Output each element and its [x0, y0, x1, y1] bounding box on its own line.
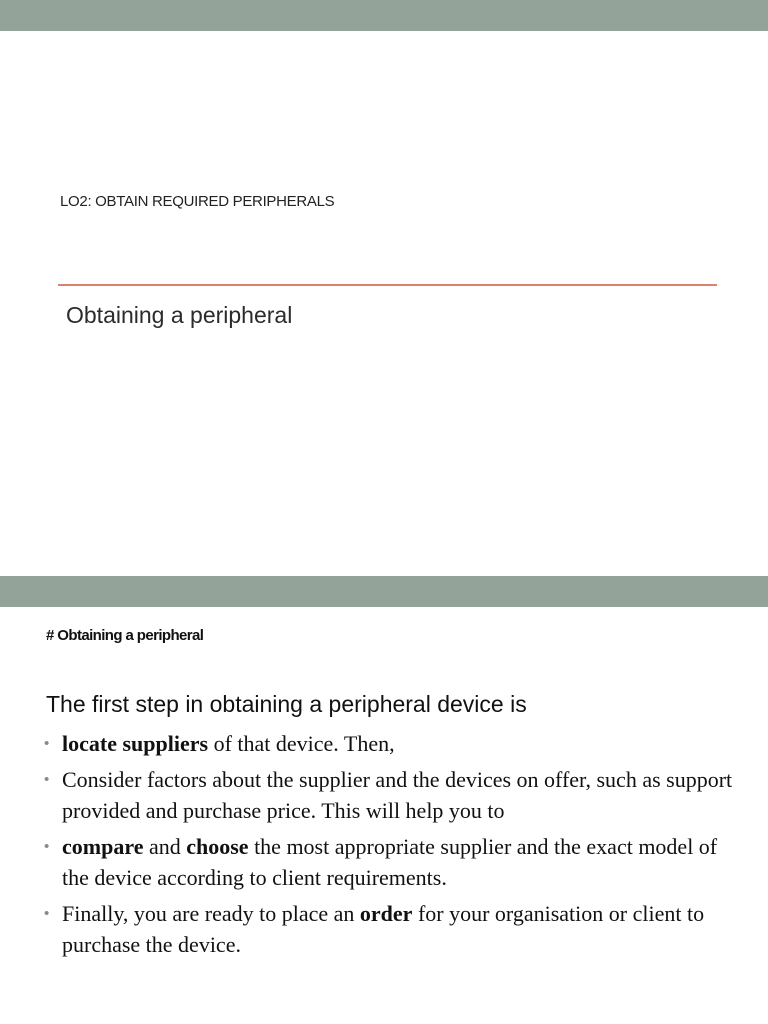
bullet-item	[44, 728, 734, 759]
bullet-marker: •	[44, 905, 50, 922]
bullet-item	[44, 898, 734, 960]
slide-1-kicker: LO2: OBTAIN REQUIRED PERIPHERALS	[60, 193, 335, 210]
slide-2-heading: # Obtaining a peripheral	[46, 627, 204, 644]
bullet-marker: •	[44, 838, 50, 855]
bullet-bold-text: compare	[62, 834, 144, 859]
bullet-bold-text: choose	[186, 834, 249, 859]
bullet-text: and	[143, 834, 187, 859]
bullet-item	[44, 764, 734, 826]
bullet-text: Finally, you are ready to place an	[62, 901, 360, 926]
bullet-list	[44, 728, 734, 965]
slide-2	[0, 576, 768, 1024]
bullet-text: for your organisation or client to purchase the device.	[62, 901, 705, 957]
bullet-bold-text: locate suppliers	[62, 731, 209, 756]
bullet-marker: •	[44, 735, 50, 752]
bullet-text: of that device. Then,	[208, 731, 395, 756]
slide-1-title: Obtaining a peripheral	[66, 302, 293, 328]
slide-1-header-band	[0, 0, 768, 31]
slide-1-divider	[58, 284, 717, 286]
slide-2-intro: The first step in obtaining a peripheral device is	[46, 691, 527, 717]
bullet-text: Consider factors about the supplier and the devices on offer, such as support provided and purchase price. This will help you to	[62, 767, 733, 823]
bullet-marker: •	[44, 771, 50, 788]
bullet-text: the most appropriate supplier and the exact model of the device according to client requirements.	[62, 834, 718, 890]
slide-2-header-band	[0, 576, 768, 607]
bullet-bold-text: order	[359, 901, 413, 926]
bullet-item	[44, 831, 734, 893]
